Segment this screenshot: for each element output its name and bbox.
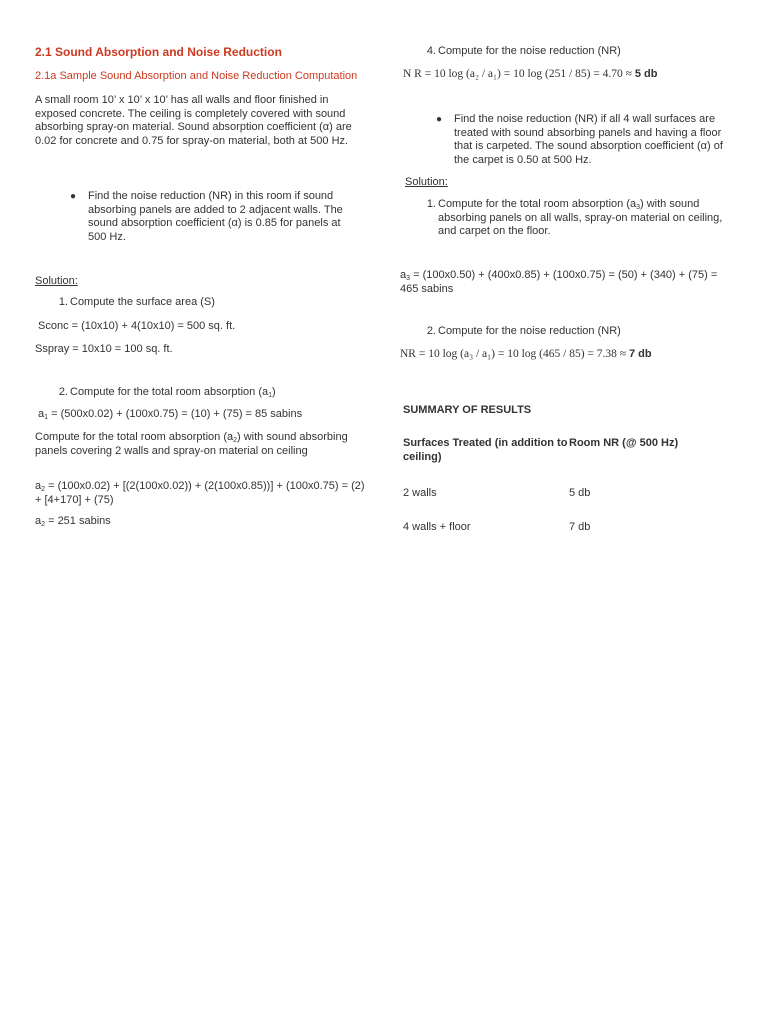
solution-label: Solution: xyxy=(405,176,448,188)
step-2 xyxy=(50,386,276,400)
step-text: Compute for the total room absorption $(a_1)$ xyxy=(70,386,276,399)
table-cell: 7 db xyxy=(569,521,591,533)
bullet-marker: ● xyxy=(436,114,443,125)
subsection-title: 2.1a Sample Sound Absorption and Noise Reduction Computation xyxy=(35,70,358,82)
bullet-text: Find the noise reduction (NR) if all 4 wall surfaces are treated with sound absorbing panels and having a floor that is carpeted. The sound absorption coefficient (α) of the carpet is 0.50 at 500 Hz. xyxy=(454,113,723,166)
summary-table xyxy=(403,437,743,547)
nr2-equation: NR = 10 log (a₃ / a₁) = 10 log (465 / 85) = 7.38 ≈ 7 db xyxy=(400,348,652,360)
step-text: Compute for the total room absorption $(a_3)$ with sound absorbing panels on all walls, spray-on material on ceiling, and carpet on the floor. xyxy=(438,198,723,237)
nr1-equation: N R = 10 log (a₂ / a₁) = 10 log (251 / 85) = 4.70 ≈ 5 db xyxy=(403,68,658,80)
summary-title: SUMMARY OF RESULTS xyxy=(403,404,532,416)
solution-label: Solution: xyxy=(35,275,78,287)
step-1 xyxy=(50,296,215,310)
section-title: 2.1 Sound Absorption and Noise Reduction xyxy=(35,45,282,59)
a2-result: $a_2 = 251$ sabins xyxy=(35,515,111,528)
bullet-marker: ● xyxy=(70,191,77,202)
problem-bullet-2 xyxy=(436,113,736,167)
step-1 xyxy=(418,198,733,239)
step-text: Compute the surface area (S) xyxy=(70,296,215,308)
sconc-equation: Sconc = (10x10) + 4(10x10) = 500 sq. ft. xyxy=(38,320,236,332)
step-number: 2. xyxy=(426,325,436,337)
table-header-nr: Room NR (@ 500 Hz) xyxy=(569,437,679,449)
step-2 xyxy=(418,325,621,339)
a3-equation: $a_3 = (100x0.50) + (400x0.85) + (100x0.75) = (50) + (340) + (75) = 465$ sabins xyxy=(400,269,718,295)
step-number: 4. xyxy=(426,45,436,57)
step-text: Compute for the noise reduction (NR) xyxy=(438,45,621,57)
step-text: Compute for the noise reduction (NR) xyxy=(438,325,621,337)
table-header-surfaces: Surfaces Treated (in addition to ceiling) xyxy=(403,437,568,463)
a2-description: Compute for the total room absorption $(a_2)$ with sound absorbing panels covering 2 walls and spray-on material on ceiling xyxy=(35,431,348,457)
problem-bullet-1 xyxy=(70,190,360,244)
sspray-equation: Sspray = 10x10 = 100 sq. ft. xyxy=(35,343,173,355)
step-4 xyxy=(418,45,621,59)
table-cell: 2 walls xyxy=(403,487,437,499)
table-cell: 4 walls + floor xyxy=(403,521,471,533)
a2-equation: $a_2 = (100x0.02) + [(2(100x0.02)) + (2(100x0.85))] + (100x0.75) = (2) + [4+170] + (75)$ xyxy=(35,480,365,506)
a1-equation: $a_1 = (500x0.02) + (100x0.75) = (10) + (75) = 85$ sabins xyxy=(38,408,303,421)
step-number: 1. xyxy=(426,198,436,210)
step-number: 2. xyxy=(58,386,68,398)
step-number: 1. xyxy=(58,296,68,308)
bullet-text: Find the noise reduction (NR) in this room if sound absorbing panels are added to 2 adjacent walls. The sound absorption coefficient (α) is 0.85 for panels at 500 Hz. xyxy=(88,190,343,243)
problem-intro: A small room 10’ x 10’ x 10’ has all walls and floor finished in exposed concrete. The ceiling is completely covered with sound absorbing spray-on material. Sound absorption coefficient (α) are 0.02 for concrete and 0.75 for spray-on material, both at 500 Hz. xyxy=(35,94,352,147)
table-cell: 5 db xyxy=(569,487,591,499)
